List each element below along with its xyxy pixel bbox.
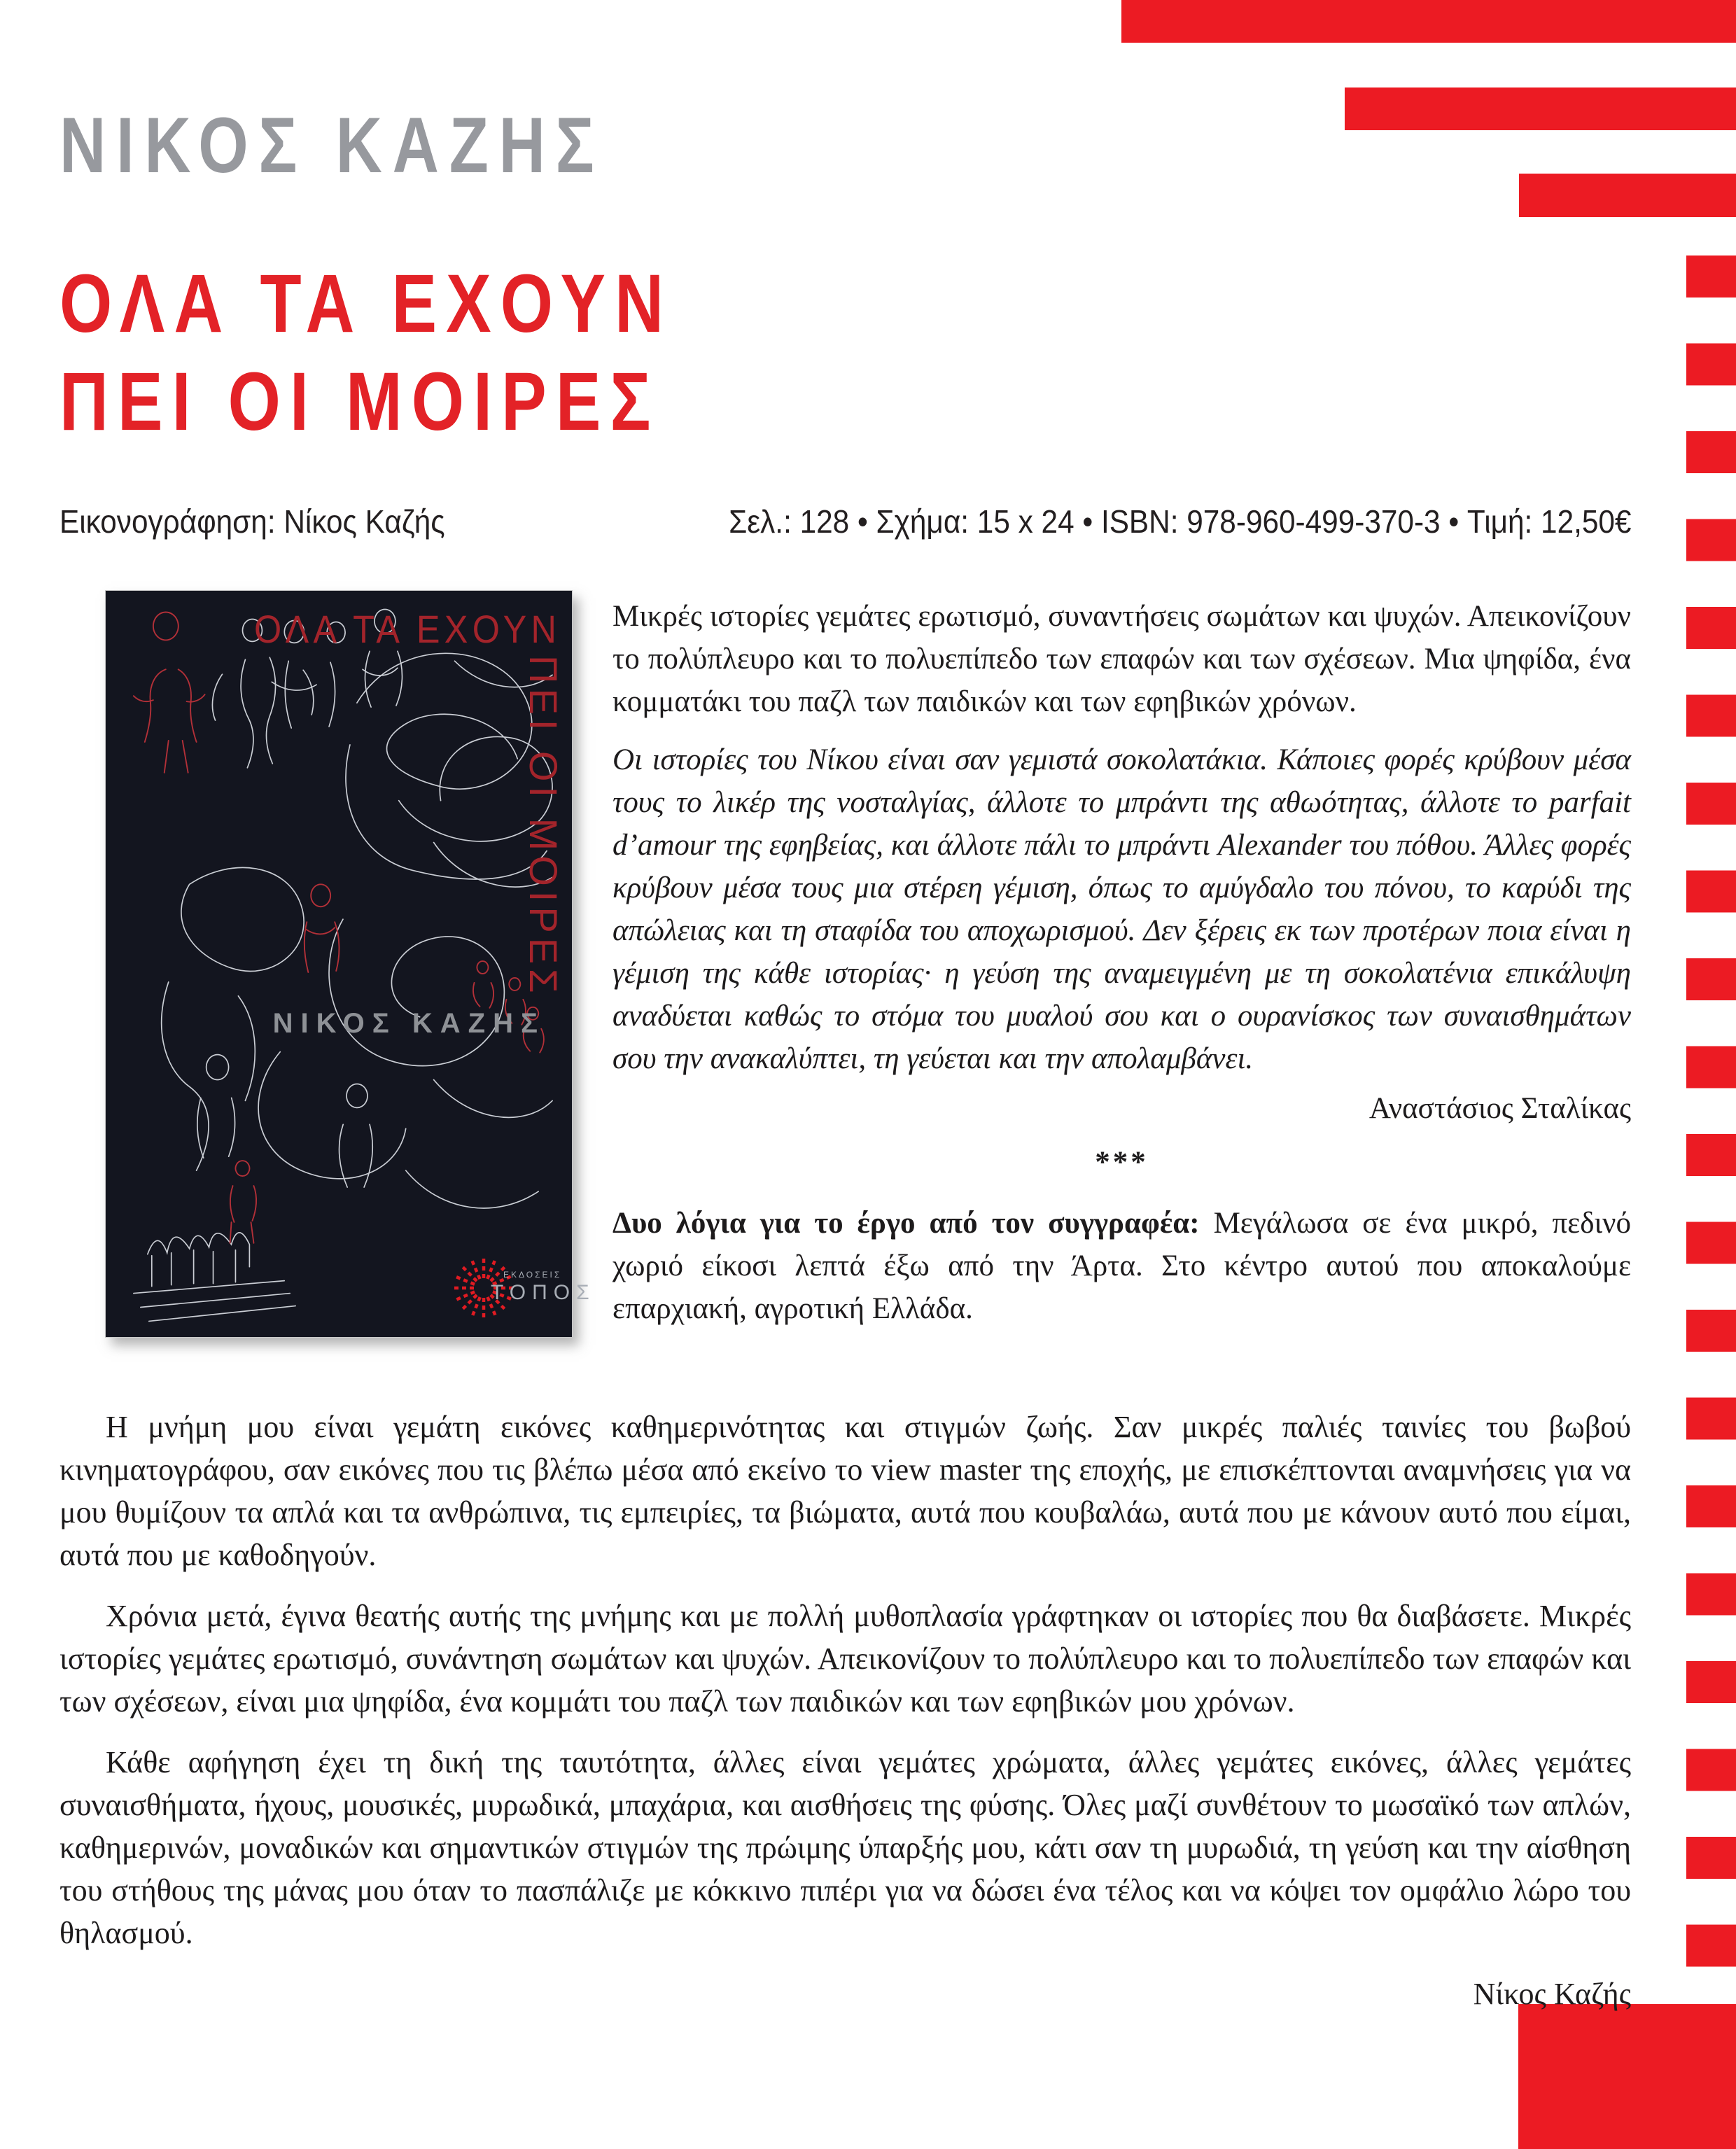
author-note-lead: Δυο λόγια για το έργο από τον συγγραφέα: bbox=[612, 1207, 1200, 1240]
publisher-name-label: ΤΟΠΟΣ bbox=[491, 1281, 596, 1304]
top-red-bar-1 bbox=[1121, 0, 1736, 43]
section-separator: *** bbox=[1095, 1146, 1149, 1179]
author-note-rest: Μεγάλωσα σε ένα μικρό, πεδινό χωριό είκοσι λεπτά έξω από την Άρτα. Στο κέντρο αυτού που αποκαλούμε επαρχιακή, αγροτική Ελλάδα. bbox=[612, 1207, 1631, 1325]
review-quote-paragraph: Οι ιστορίες του Νίκου είναι σαν γεμιστά σοκολατάκια. Κάποιες φορές κρύβουν μέσα τους το λικέρ της νοσταλγίας, άλλοτε το μπράντι της αθωότητας, άλλοτε το parfait d’amour της εφηβείας, και άλλοτε πάλι το μπράντι Alexander του πόθου. Άλλες φορές κρύβουν μέσα τους μια στέρεη γέμιση, όπως το αμύγδαλο του πόνου, το καρύδι της απώλειας και τη σταφίδα του αποχωρισμού. Δεν ξέρεις εκ των προτέρων ποια είναι η γέμιση της κάθε ιστορίας· η γεύση της αναμειγμένη με τη σοκολατένια επικάλυψη αναδύεται καθώς το στόμα του μυαλού σου και ο ουρανίσκος των συναισθημάτων σου την ανακαλύπτει, τη γεύεται και την απολαμβάνει. bbox=[612, 743, 1631, 1075]
publisher-logo bbox=[450, 1250, 596, 1327]
body-paragraph-3: Κάθε αφήγηση έχει τη δική της ταυτότητα, άλλες είναι γεμάτες χρώματα, άλλες γεμάτες εικόνες, άλλες γεμάτες συναισθήματα, ήχους, μουσικές, μυρωδικά, μπαχάρια, και αισθήσεις της φύσης. Όλες μαζί συνθέτουν το μωσαϊκό των απλών, καθημερινών, μοναδικών και σημαντικών στιγμών της πρώιμης ύπαρξής μου, κάτι σαν τη μυρωδιά, τη γεύση και την αίσθηση του στήθους της μάνας μου όταν το πασπάλιζε με κόκκινο πιπέρι για να δώσει ένα τέλος και να κόψει τον ομφάλιο λώρο του θηλασμού. bbox=[59, 1745, 1631, 1950]
book-title-line2: ΠΕΙ ΟΙ ΜΟΙΡΕΣ bbox=[59, 356, 660, 448]
top-red-bar-2 bbox=[1345, 88, 1736, 130]
author-name-heading: ΝΙΚΟΣ ΚΑΖΗΣ bbox=[59, 102, 605, 189]
cover-title-top: ΟΛΑ ΤΑ ΕΧΟΥΝ bbox=[254, 607, 561, 651]
cover-title-side: ΠΕΙ ΟΙ ΜΟΙΡΕΣ bbox=[522, 655, 566, 998]
reviewer-name: Αναστάσιος Σταλίκας bbox=[1368, 1092, 1631, 1125]
illustration-credit: Εικονογράφηση: Νίκος Καζής bbox=[59, 503, 445, 540]
cover-author: ΝΙΚΟΣ ΚΑΖΗΣ bbox=[272, 1008, 545, 1039]
book-info-row bbox=[59, 503, 1631, 540]
cover-line-art bbox=[106, 591, 572, 1337]
top-red-bar-3 bbox=[1519, 174, 1736, 217]
publisher-small-label: ΕΚΔΟΣΕΙΣ bbox=[503, 1270, 562, 1280]
book-specs: Σελ.: 128 • Σχήμα: 15 x 24 • ISBN: 978-960-499-370-3 • Τιμή: 12,50€ bbox=[728, 503, 1631, 540]
body-paragraph-1: Η μνήμη μου είναι γεμάτη εικόνες καθημερινότητας και στιγμών ζωής. Σαν μικρές παλιές ταινίες του βωβού κινηματογράφου, σαν εικόνες που τις βλέπω μέσα από εκείνο το view master της εποχής, με επισκέπτονται αναμνήσεις για να μου θυμίζουν τα απλά και τα ανθρώπινα, τις εμπειρίες, τα βιώματα, αυτά που κουβαλάω, αυτά που με κάνουν αυτό που είμαι, αυτά που με καθοδηγούν. bbox=[59, 1410, 1631, 1572]
book-title-line1: ΟΛΑ ΤΑ ΕΧΟΥΝ bbox=[59, 258, 673, 350]
right-margin-red-squares bbox=[1686, 255, 1736, 1968]
author-signature: Νίκος Καζής bbox=[1473, 1977, 1631, 2011]
synopsis-paragraph: Μικρές ιστορίες γεμάτες ερωτισμό, συναντήσεις σωμάτων και ψυχών. Απεικονίζουν το πολύπλευρο και το πολυεπίπεδο των επαφών και των σχέσεων. Μια ψηφίδα, ένα κομματάκι του παζλ των παιδικών και των εφηβικών χρόνων. bbox=[612, 600, 1631, 718]
body-text-section bbox=[59, 1406, 1631, 2033]
body-paragraph-2: Χρόνια μετά, έγινα θεατής αυτής της μνήμης και με πολλή μυθοπλασία γράφτηκαν οι ιστορίες που θα διαβάσετε. Μικρές ιστορίες γεμάτες ερωτισμό, συνάντηση σωμάτων και ψυχών. Απεικονίζουν το πολύπλευρο και το πολυεπίπεδο των επαφών και των σχέσεων, είναι μια ψηφίδα, ένα κομμάτι του παζλ των παιδικών και των εφηβικών μου χρόνων. bbox=[59, 1599, 1631, 1718]
right-text-column bbox=[612, 595, 1631, 1345]
book-cover bbox=[105, 590, 596, 1338]
author-note-paragraph bbox=[612, 1202, 1631, 1330]
